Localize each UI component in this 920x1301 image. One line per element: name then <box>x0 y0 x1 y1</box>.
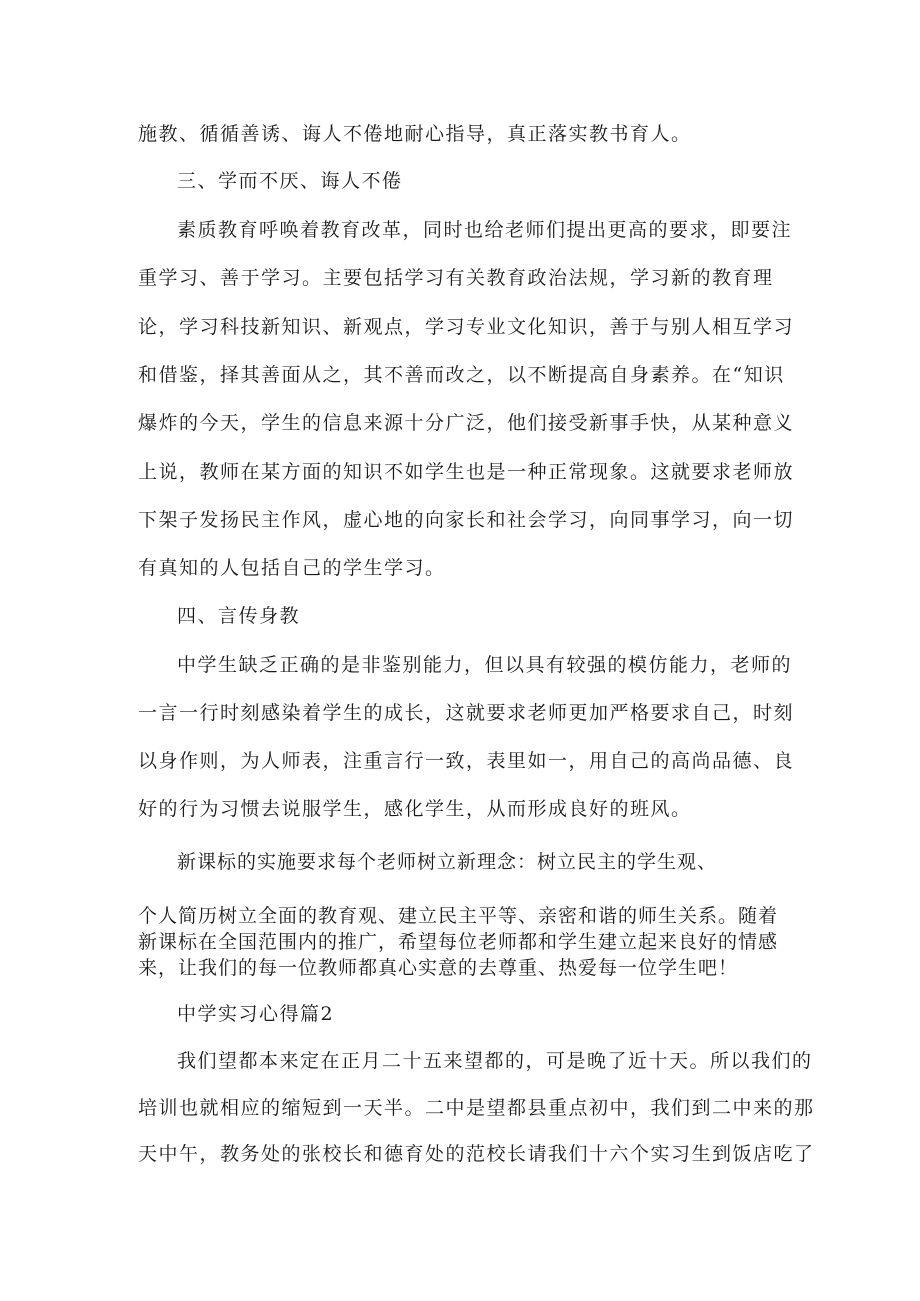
paragraph-line: 新课标在全国范围内的推广，希望每位老师都和学生建立起来良好的情感 <box>138 931 779 953</box>
paragraph-line: 素质教育呼唤着教育改革，同时也给老师们提出更高的要求，即要注 <box>177 219 793 241</box>
paragraph-line: 上说，教师在某方面的知识不如学生也是一种正常现象。这就要求老师放 <box>138 461 795 483</box>
section-heading: 四、言传身教 <box>177 605 301 627</box>
paragraph-line: 我们望都本来定在正月二十五来望都的，可是晚了近十天。所以我们的 <box>177 1050 813 1072</box>
paragraph-line: 施教、循循善诱、诲人不倦地耐心指导，真正落实教书育人。 <box>138 123 692 145</box>
paragraph-line: 下架子发扬民主作风，虚心地的向家长和社会学习，向同事学习，向一切 <box>138 509 795 531</box>
paragraph-line: 好的行为习惯去说服学生，感化学生，从而形成良好的班风。 <box>138 798 692 820</box>
paragraph-line: 论，学习科技新知识、新观点，学习专业文化知识，善于与别人相互学习 <box>138 316 795 338</box>
paragraph-line: 爆炸的今天，学生的信息来源十分广泛，他们接受新事手快，从某种意义 <box>138 412 795 434</box>
paragraph-line: 重学习、善于学习。主要包括学习有关教育政治法规，学习新的教育理 <box>138 267 774 289</box>
paragraph-line: 和借鉴，择其善面从之，其不善而改之，以不断提高自身素养。在“知识 <box>138 364 785 386</box>
section-heading: 中学实习心得篇2 <box>177 1003 335 1025</box>
paragraph-line: 以身作则，为人师表，注重言行一致，表里如一，用自己的高尚品德、良 <box>138 750 795 772</box>
section-heading: 三、学而不厌、诲人不倦 <box>177 170 403 192</box>
paragraph-line: 天中午，教务处的张校长和德育处的范校长请我们十六个实习生到饭店吃了 <box>138 1143 815 1165</box>
paragraph-line: 来，让我们的每一位教师都真心实意的去尊重、热爱每一位学生吧！ <box>138 957 739 979</box>
paragraph-line: 中学生缺乏正确的是非鉴别能力，但以具有较强的模仿能力，老师的 <box>177 654 793 676</box>
paragraph-line: 个人简历树立全面的教育观、建立民主平等、亲密和谐的师生关系。随着 <box>138 905 779 927</box>
paragraph-line: 培训也就相应的缩短到一天半。二中是望都县重点初中，我们到二中来的那 <box>138 1097 815 1119</box>
paragraph-line: 一言一行时刻感染着学生的成长，这就要求老师更加严格要求自己，时刻 <box>138 702 795 724</box>
paragraph-line: 新课标的实施要求每个老师树立新理念：树立民主的学生观、 <box>177 851 718 873</box>
paragraph-line: 有真知的人包括自己的学生学习。 <box>138 557 446 579</box>
